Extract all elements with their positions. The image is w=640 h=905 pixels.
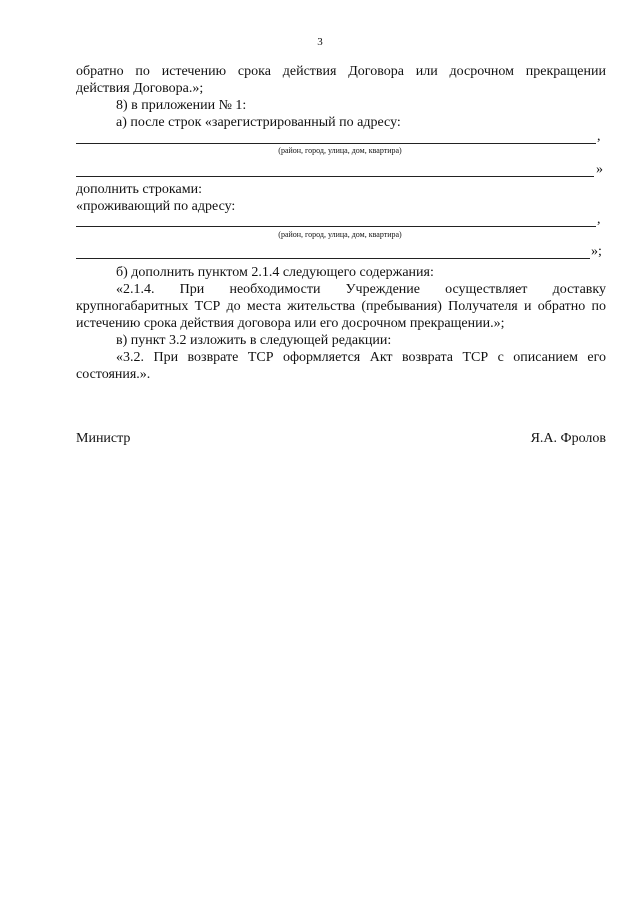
paragraph-line: дополнить строками: <box>76 182 202 197</box>
punctuation: » <box>596 162 603 177</box>
paragraph-line: состояния.». <box>76 367 151 382</box>
paragraph-line: истечению срока действия договора или его досрочном прекращении.»; <box>76 316 505 331</box>
punctuation: »; <box>591 244 602 259</box>
blank-line <box>76 226 596 227</box>
blank-line <box>76 258 590 259</box>
punctuation: , <box>597 212 601 227</box>
signer-name: Я.А. Фролов <box>530 431 606 446</box>
list-item: б) дополнить пунктом 2.1.4 следующего содержания: <box>116 265 434 280</box>
blank-line <box>76 143 596 144</box>
paragraph-line: крупногабаритных ТСР до места жительства (пребывания) Получателя и обратно по <box>76 299 606 314</box>
signer-title: Министр <box>76 431 131 446</box>
paragraph-line: «2.1.4. При необходимости Учреждение осуществляет доставку <box>116 282 606 297</box>
list-item: в) пункт 3.2 изложить в следующей редакции: <box>116 333 392 348</box>
field-caption: (район, город, улица, дом, квартира) <box>278 146 402 155</box>
list-item: 8) в приложении № 1: <box>116 98 247 113</box>
page-number: 3 <box>317 36 323 48</box>
paragraph-line: действия Договора.»; <box>76 81 204 96</box>
paragraph-line: «3.2. При возврате ТСР оформляется Акт возврата ТСР с описанием его <box>116 350 606 365</box>
paragraph-line: обратно по истечению срока действия Договора или досрочном прекращении <box>76 64 606 79</box>
blank-line <box>76 176 594 177</box>
paragraph-line: «проживающий по адресу: <box>76 199 236 214</box>
list-item: а) после строк «зарегистрированный по адресу: <box>116 115 401 130</box>
field-caption: (район, город, улица, дом, квартира) <box>278 230 402 239</box>
punctuation: , <box>597 129 601 144</box>
